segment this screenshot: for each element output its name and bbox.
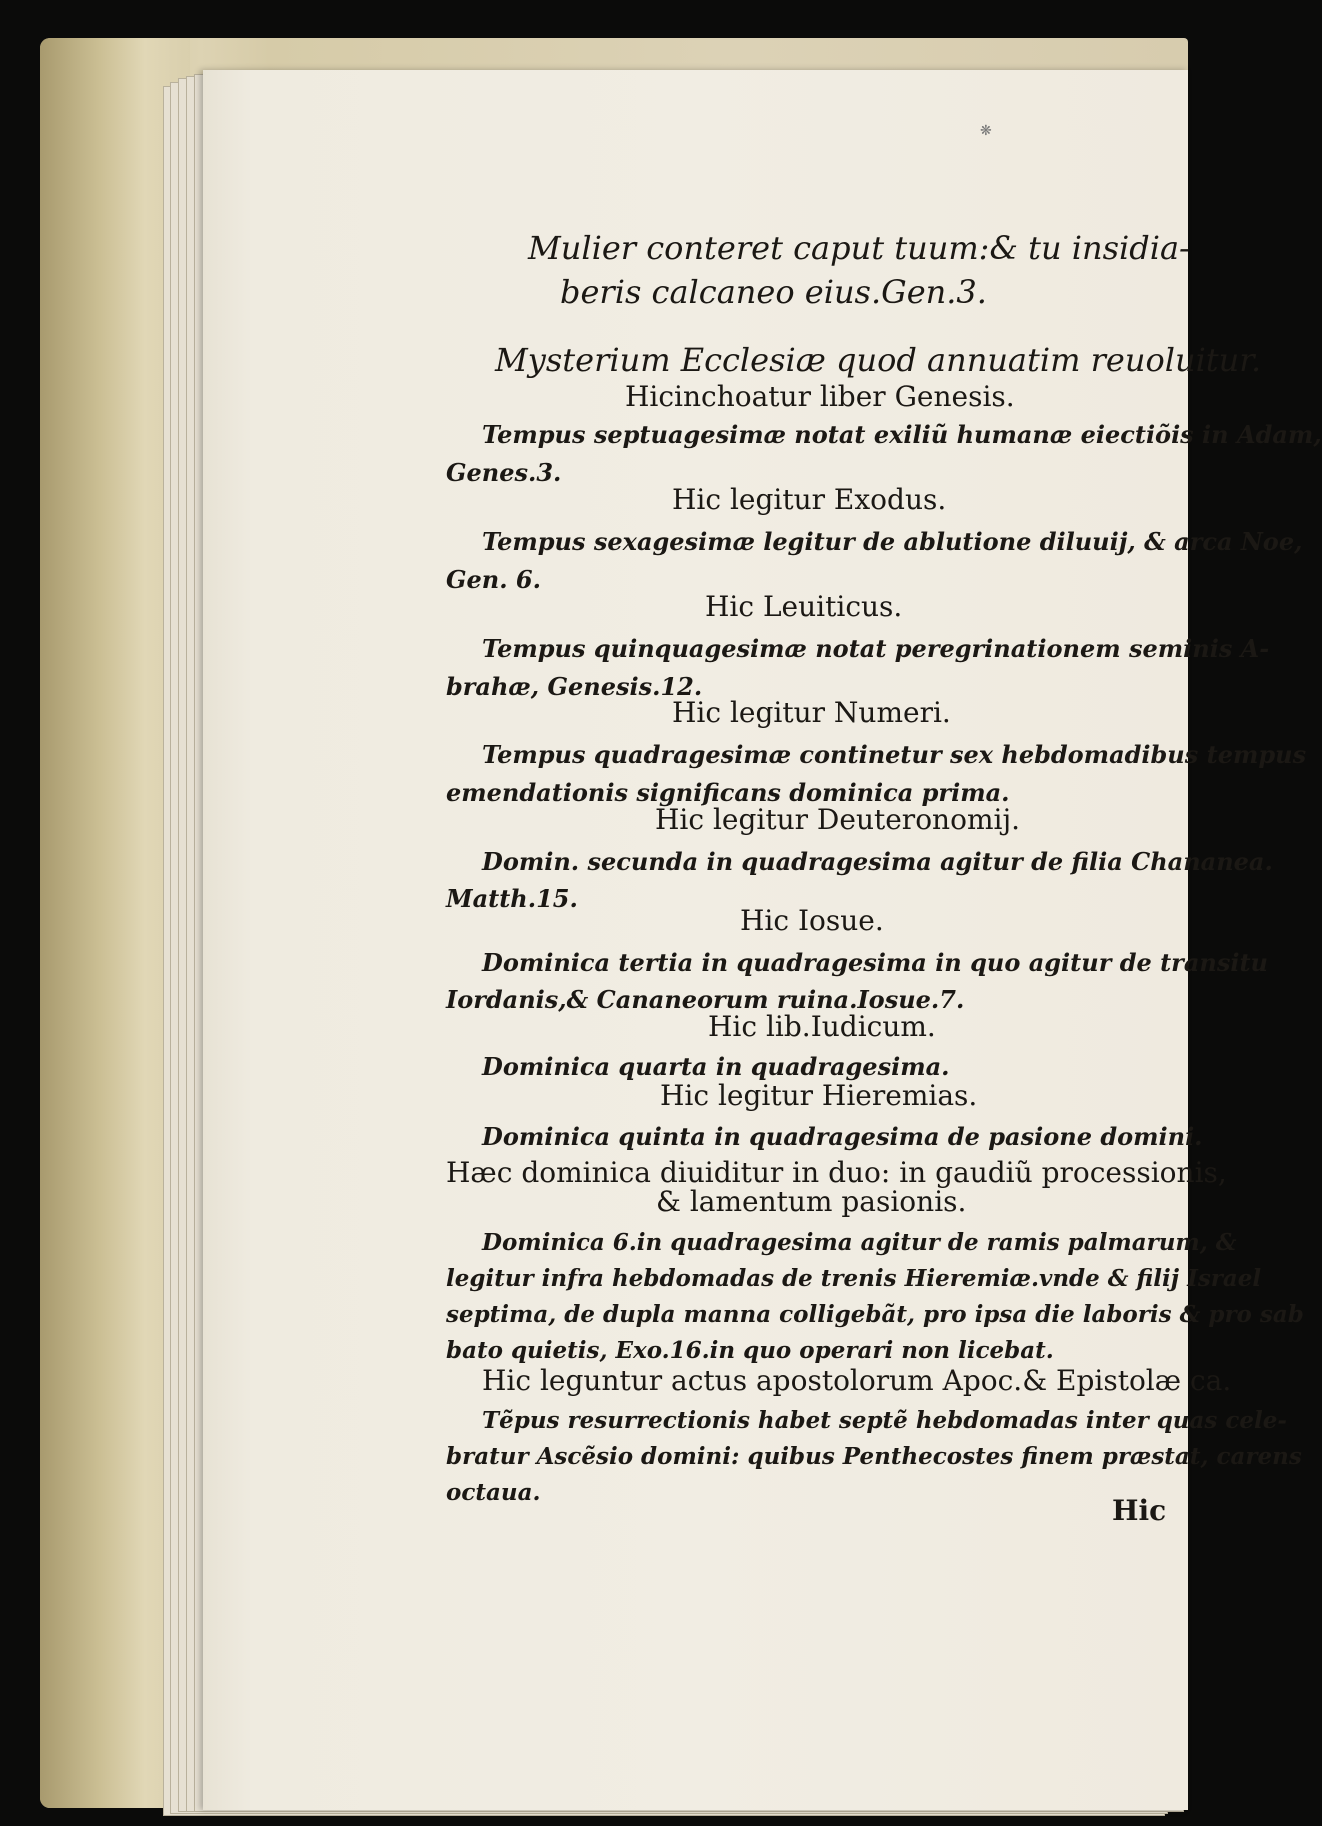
text-line: Dominica quarta in quadragesima. [482,1052,950,1081]
text-line: Dominica tertia in quadragesima in quo agitur de transitu [482,948,1268,977]
text-line: octaua. [446,1479,541,1506]
text-line: Matth.15. [446,884,578,913]
text-line: Dominica 6.in quadragesima agitur de ramis palmarum, & [482,1229,1237,1256]
text-line: Gen. 6. [446,565,541,594]
text-line: Tempus sexagesimæ legitur de ablutione diluuij, & arca Noe, [482,527,1303,556]
text-line: septima, de dupla manna colligebãt, pro ipsa die laboris & pro sab [446,1301,1304,1328]
text-line: Domin. secunda in quadragesima agitur de filia Chananea. [482,847,1273,876]
catchword: Hic [1112,1494,1167,1527]
ink-speck: ❋ [980,123,992,139]
text-line: Hic Iosue. [740,904,884,937]
text-line: Tempus quinquagesimæ notat peregrinationem seminis A- [482,634,1270,663]
text-line: legitur infra hebdomadas de trenis Hieremiæ.vnde & filij Israel [446,1265,1262,1292]
text-line: Hicinchoatur liber Genesis. [625,380,1015,413]
text-line: emendationis significans dominica prima. [446,778,1010,807]
text-line: Tempus septuagesimæ notat exiliũ humanæ eiectiõis in Adam, [482,420,1322,449]
text-line: Iordanis,& Cananeorum ruina.Iosue.7. [446,985,965,1014]
section-heading: Mysterium Ecclesiæ quod annuatim reuoluitur. [495,341,1262,379]
motto-line: beris calcaneo eius.Gen.3. [560,273,987,311]
text-line: Genes.3. [446,458,562,487]
text-line: Hic Leuiticus. [705,590,903,623]
text-line: Tẽpus resurrectionis habet septẽ hebdomadas inter quas cele- [482,1407,1287,1434]
text-line: Hic legitur Deuteronomij. [655,803,1021,836]
text-line: Hic legitur Hieremias. [660,1079,978,1112]
motto-line: Mulier conteret caput tuum:& tu insidia- [528,229,1190,267]
text-line: Tempus quadragesimæ continetur sex hebdomadibus tempus [482,740,1307,769]
text-line: Hic legitur Numeri. [672,696,951,729]
text-line: bato quietis, Exo.16.in quo operari non licebat. [446,1337,1054,1364]
text-line: Hic legitur Exodus. [672,483,947,516]
text-line: & lamentum pasionis. [656,1185,967,1218]
text-line: Dominica quinta in quadragesima de pasione domini. [482,1122,1203,1151]
text-line: Hæc dominica diuiditur in duo: in gaudiũ processionis, [446,1156,1227,1189]
text-line: Hic leguntur actus apostolorum Apoc.& Epistolæ ca. [482,1364,1232,1397]
text-line: Hic lib.Iudicum. [708,1010,936,1043]
text-line: bratur Ascẽsio domini: quibus Penthecostes finem præstat, carens [446,1443,1302,1470]
text-line: brahæ, Genesis.12. [446,672,703,701]
